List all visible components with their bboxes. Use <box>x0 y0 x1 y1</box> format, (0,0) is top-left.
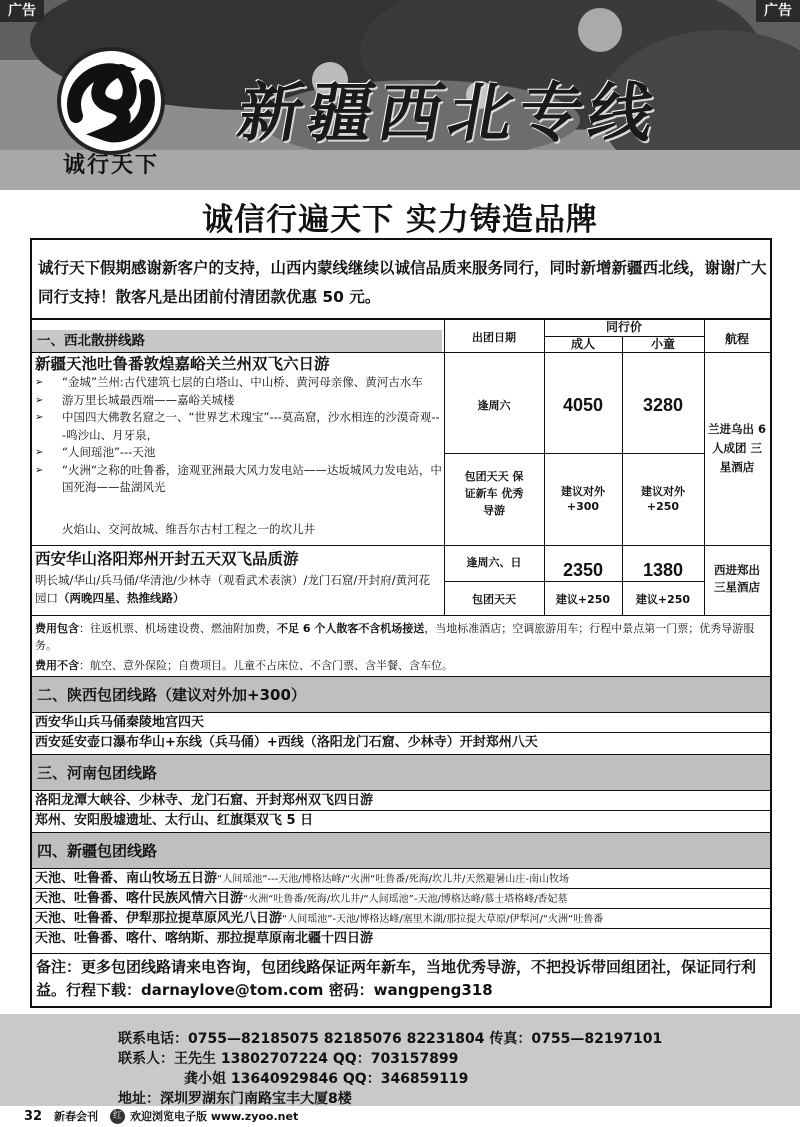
note: 备注：更多包团线路请来电咨询，包团线路保证两年新车，当地优秀导游，不把投诉带回组团社，保证同行利益。行程下载：darnaylove@tom.com 密码：wangpeng318 <box>36 958 757 999</box>
contact-person-2: 龚小姐 13640929846 QQ：346859119 <box>184 1071 469 1087</box>
route2-child-price: 1380 <box>642 560 684 580</box>
package-route-name: 天池、吐鲁番、南山牧场五日游 <box>35 871 218 886</box>
package-route <box>32 790 770 808</box>
route1-feature: ➢ “火洲“之称的吐鲁番，途观亚洲最大风力发电站——达坂城风力发电站，中国死海——盐湖风光 <box>32 462 442 497</box>
package-route <box>32 888 770 906</box>
route1-features <box>32 374 442 497</box>
route2-desc <box>35 571 440 607</box>
route1-title: 新疆天池吐鲁番敦煌嘉峪关兰州双飞六日游 <box>35 355 330 373</box>
divider <box>444 453 704 454</box>
section1-title: 一、西北散拼线路 <box>32 330 442 352</box>
magazine-badge: 红 <box>110 1109 125 1124</box>
divider <box>32 953 770 954</box>
package-route <box>32 928 770 946</box>
route2-child-suggest: 建议+250 <box>635 593 691 606</box>
package-route-desc: “人间瑶池”---天池/博格达峰/“火洲“吐鲁番/死海/坎儿井/天然避暑山庄-南山牧场 <box>217 874 570 885</box>
package-route-name: 洛阳龙潭大峡谷、少林寺、龙门石窟、开封郑州双飞四日游 <box>35 793 374 808</box>
package-route-desc: “人间瑶池”-天池/博格达峰/塞里木湖/那拉提大草原/伊犁河/“火洲“吐鲁番 <box>282 914 604 925</box>
route1-feature: ➢ 中国四大佛教名窟之一、“世界艺术瑰宝”---莫高窟，沙水相连的沙漠奇观---鸣沙山、月牙泉， <box>32 409 442 444</box>
col-price: 同行价 <box>605 320 642 334</box>
divider <box>32 615 770 616</box>
divider <box>444 581 704 582</box>
divider <box>704 320 705 615</box>
fees-include: 费用包含：往返机票、机场建设费、燃油附加费，不足 6 个人散客不含机场接送，当地标准酒店；空调旅游用车；行程中景点第一门票；优秀导游服务。 <box>35 622 755 652</box>
package-route <box>32 908 770 926</box>
package-route <box>32 810 770 828</box>
bottom-bar <box>0 1106 800 1127</box>
fees-exclude: 费用不含：航空、意外保险；自费项目。儿童不占床位、不含门票、含半餐、含车位。 <box>35 659 453 672</box>
route1-feature: ➢ 游万里长城最西端——嘉峪关城楼 <box>32 392 442 410</box>
col-child: 小童 <box>650 337 675 351</box>
banner <box>0 0 800 190</box>
contact-person-1: 联系人：王先生 13802707224 QQ：703157899 <box>118 1051 459 1067</box>
divider <box>32 545 770 546</box>
route1-group-date: 包团天天 保证新车 优秀导游 <box>464 470 524 517</box>
fees-include-bold: 不足 6 个人散客不含机场接送 <box>277 622 425 635</box>
route2-highlight: （两晚四星、热推线路） <box>58 591 185 605</box>
package-route <box>32 712 770 730</box>
page-number: 32 <box>24 1109 43 1124</box>
slogan: 诚信行遍天下 实力铸造品牌 <box>202 202 598 238</box>
route1-flight: 兰进乌出 6 人成团 三星酒店 <box>708 422 767 474</box>
route1-adult-price: 4050 <box>562 395 604 415</box>
route2-date: 逢周六、日 <box>466 556 522 569</box>
package-route-name: 西安华山兵马俑秦陵地宫四天 <box>35 715 205 730</box>
package-route-name: 天池、吐鲁番、伊犁那拉提草原风光八日游 <box>35 911 283 926</box>
section-title: 二、陕西包团线路（建议对外加+300） <box>32 676 770 712</box>
route1-date: 逢周六 <box>477 399 511 412</box>
banner-title: 新疆西北专线 <box>232 76 666 151</box>
route1-feature: ➢ “人间瑶池”---天池 <box>32 444 442 462</box>
route2-flight: 西进郑出 三星酒店 <box>714 563 760 594</box>
col-flight: 航程 <box>724 332 749 346</box>
contact-phone: 联系电话：0755—82185075 82185076 82231804 传真：0755—82197101 <box>118 1031 663 1047</box>
ad-tag-left: 广告 <box>0 0 44 22</box>
brand-name: 诚行天下 <box>62 153 159 178</box>
package-route-name: 天池、吐鲁番、喀什民族风情六日游 <box>35 891 244 906</box>
route1-adult-suggest: 建议对外 +300 <box>561 485 605 513</box>
intro-text: 诚行天下假期感谢新客户的支持，山西内蒙线继续以诚信品质来服务同行，同时新增新疆西北线，谢谢广大同行支持！散客凡是出团前付清团款优惠 50 元。 <box>32 240 770 320</box>
route2-title: 西安华山洛阳郑州开封五天双飞品质游 <box>35 550 299 568</box>
package-route-name: 天池、吐鲁番、喀什、喀纳斯、那拉提草原南北疆十四日游 <box>35 931 374 946</box>
contact-address: 地址：深圳罗湖东门南路宝丰大厦8楼 <box>118 1091 352 1107</box>
divider <box>444 320 445 615</box>
fees-include-label: 费用包含 <box>35 622 79 635</box>
route2-adult-price: 2350 <box>562 560 604 580</box>
route1-extra: 火焰山、交河故城、维吾尔古村工程之一的坎儿井 <box>62 522 315 536</box>
col-adult: 成人 <box>570 337 595 351</box>
website: 欢迎浏览电子版 www.zyoo.net <box>130 1110 299 1123</box>
route1-child-suggest: 建议对外 +250 <box>641 485 685 513</box>
footer <box>0 1014 800 1106</box>
package-route <box>32 732 770 750</box>
ad-tag-right: 广告 <box>756 0 800 22</box>
divider <box>32 352 770 353</box>
route2-group-date: 包团天天 <box>472 593 516 606</box>
magazine-name: 新春会刊 <box>54 1110 98 1123</box>
package-route-name: 郑州、安阳殷墟遗址、太行山、红旗渠双飞 5 日 <box>35 813 314 828</box>
route-table <box>30 238 772 1008</box>
col-date: 出团日期 <box>472 331 516 344</box>
package-route <box>32 868 770 886</box>
route1-feature: ➢ “金城”兰州:古代建筑七层的白塔山、中山桥、黄河母亲像、黄河古水车 <box>32 374 442 392</box>
route2-adult-suggest: 建议+250 <box>555 593 611 606</box>
route2-places: 明长城/华山/兵马俑/华清池/少林寺（观看武术表演）/龙门石窟/开封府/黄河花园口 <box>35 573 431 605</box>
section-title: 三、河南包团线路 <box>32 754 770 790</box>
route1-child-price: 3280 <box>642 395 684 415</box>
package-route-desc: “火洲“吐鲁番/死海/坎儿井/“人间瑶池”-天池/博格达峰/慕士塔格峰/香妃墓 <box>243 894 568 905</box>
fees-exclude-label: 费用不含 <box>35 659 79 672</box>
package-route-name: 西安延安壶口瀑布华山+东线（兵马俑）+西线（洛阳龙门石窟、少林寺）开封郑州八天 <box>35 735 538 750</box>
section-title: 四、新疆包团线路 <box>32 832 770 868</box>
